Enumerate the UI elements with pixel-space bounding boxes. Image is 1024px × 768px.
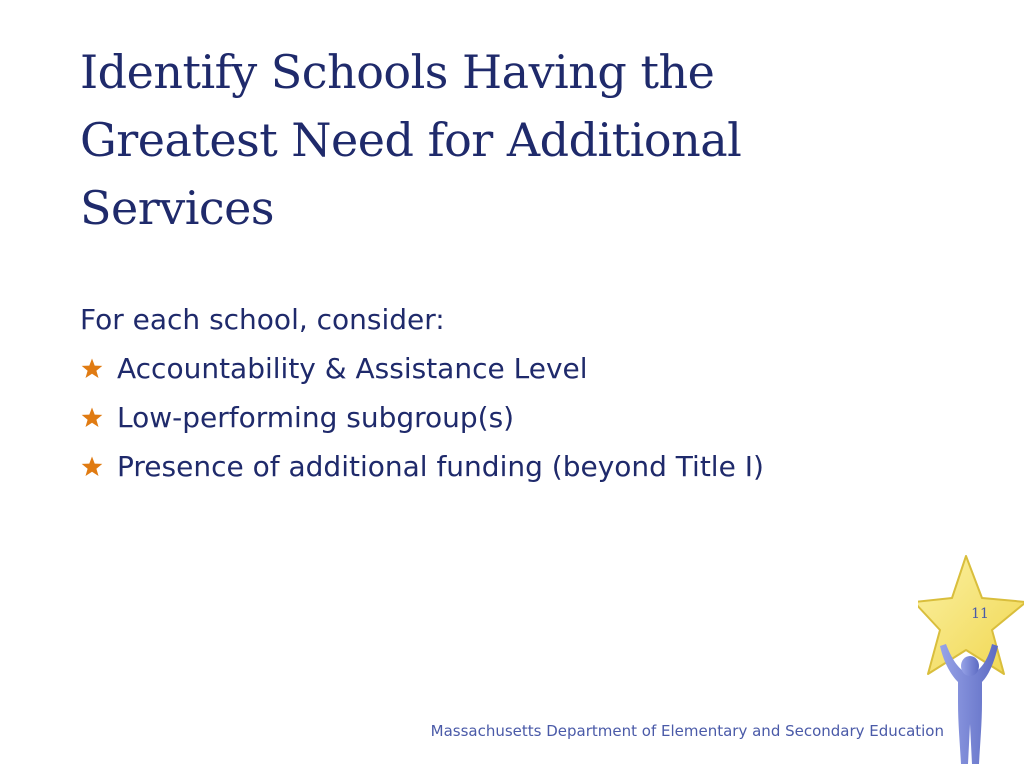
star-icon <box>80 455 104 479</box>
bullet-item <box>80 344 940 393</box>
slide-body <box>80 296 940 491</box>
bullet-item <box>80 393 940 442</box>
intro-text: For each school, consider: <box>80 303 445 336</box>
bullet-item <box>80 442 940 491</box>
page-number: 11 <box>971 606 989 622</box>
slide-title: Identify Schools Having the Greatest Need for Additional Services <box>80 45 742 235</box>
star-icon <box>80 406 104 430</box>
bullet-text: Accountability & Assistance Level <box>117 351 588 385</box>
bullet-list <box>80 344 940 491</box>
bullet-text: Presence of additional funding (beyond Title I) <box>117 449 764 483</box>
bullet-text: Low-performing subgroup(s) <box>117 400 515 434</box>
star-icon <box>80 357 104 381</box>
footer-text: Massachusetts Department of Elementary and Secondary Education <box>430 722 944 740</box>
